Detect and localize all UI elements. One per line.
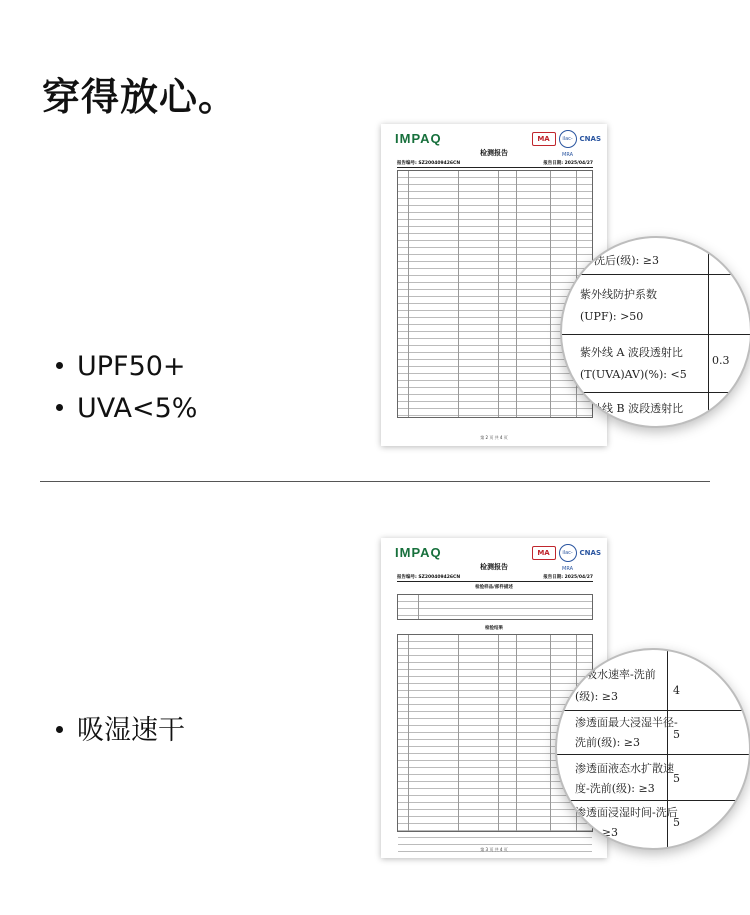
mag1-row: (UPF): >50 <box>580 310 644 323</box>
header-rule <box>397 581 593 582</box>
impaq-logo: IMPAQ <box>395 131 442 146</box>
page-number: 第 3 页 共 4 页 <box>480 847 508 852</box>
magnifier-uv-detail <box>560 236 750 428</box>
page-number: 第 2 页 共 4 页 <box>480 435 508 440</box>
mag2-side-value: 5 <box>673 816 680 829</box>
mag2-row: (级): ≥3 <box>575 690 619 703</box>
header-rule <box>397 167 593 168</box>
report-date: 报告日期: 2025/04/27 <box>543 161 593 166</box>
results-table <box>397 170 593 418</box>
magnifier-moisture-detail <box>555 648 750 850</box>
mag1-row: 紫外线 A 波段透射比 <box>580 346 683 359</box>
report-number: 报告编号: SZ200409426CN <box>397 161 461 166</box>
result-section-title: 检验结果 <box>485 626 503 631</box>
mag2-row: 渗透面浸湿时间-洗后 <box>575 806 678 819</box>
cert-logos <box>532 130 601 158</box>
report-number: 报告编号: SZ200409426CN <box>397 575 461 580</box>
bullet-dot <box>56 726 63 733</box>
ilac-cert-icon: ilac-MRA <box>559 130 577 148</box>
impaq-logo: IMPAQ <box>395 545 442 560</box>
bullet-dot <box>56 362 63 369</box>
report-title: 检测报告 <box>480 149 508 157</box>
cma-cert-icon: MA <box>532 546 556 560</box>
cnas-cert-icon: CNAS <box>579 549 601 557</box>
sample-section-title: 检验样品/部件描述 <box>475 585 513 590</box>
mag2-row: 渗透面最大浸湿半径- <box>575 716 678 729</box>
mag2-row: 洗前(级): ≥3 <box>575 736 641 749</box>
cert-logos <box>532 544 601 572</box>
mag2-row: (级): ≥3 <box>575 826 619 839</box>
mag1-side-value: 0.3 <box>712 354 730 367</box>
mag1-row: 紫外线防护系数 <box>580 288 657 301</box>
report-meta <box>397 574 593 580</box>
feature-upf: UPF50+ <box>56 346 197 388</box>
feature-list-uv <box>56 346 197 430</box>
report-date: 报告日期: 2025/04/27 <box>543 575 593 580</box>
report-meta <box>397 160 593 166</box>
mag1-row: 洗后(级): ≥3 <box>594 254 660 267</box>
cnas-cert-icon: CNAS <box>579 135 601 143</box>
mag2-side-value: 5 <box>673 772 680 785</box>
bullet-dot <box>56 404 63 411</box>
mag2-row: 滴吸水速率-洗前 <box>575 668 656 681</box>
mag1-row: (T(UVA)AV)(%): <5 <box>580 368 687 381</box>
headline: 穿得放心。 <box>42 75 238 119</box>
mag1-row: 紫外线 B 波段透射比 <box>580 402 684 415</box>
mag2-row: 度-洗前(级): ≥3 <box>575 782 655 795</box>
sample-table <box>397 594 593 620</box>
feature-quick-dry: 吸湿速干 <box>56 710 185 752</box>
cma-cert-icon: MA <box>532 132 556 146</box>
feature-list-moisture <box>56 710 185 752</box>
ilac-cert-icon: ilac-MRA <box>559 544 577 562</box>
feature-uva: UVA<5% <box>56 388 197 430</box>
section-divider <box>40 481 710 482</box>
mag2-side-value: 5 <box>673 728 680 741</box>
mag2-row: 渗透面液态水扩散速 <box>575 762 674 775</box>
mag2-side-value: 4 <box>673 684 680 697</box>
report-title: 检测报告 <box>480 563 508 571</box>
